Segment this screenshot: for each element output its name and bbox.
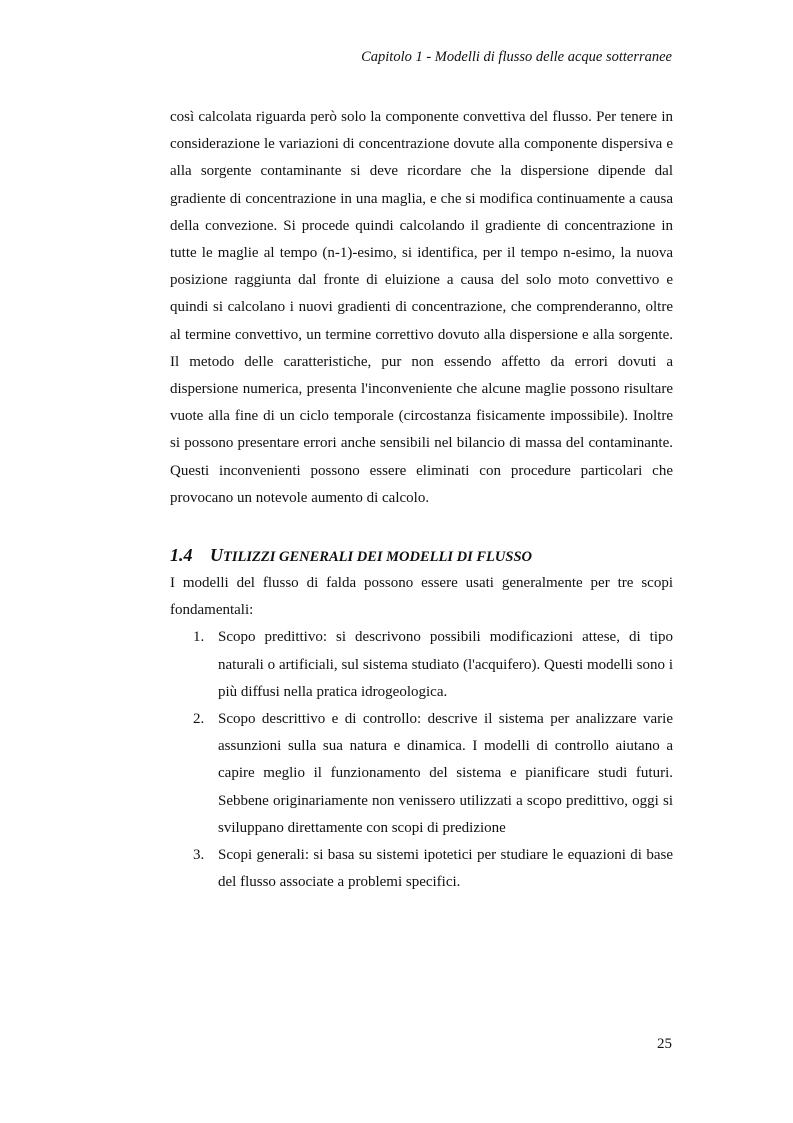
list-item-number: 2. [193, 711, 205, 728]
list-item-text: Scopi generali: si basa su sistemi ipotetici per studiare le equazioni di base del flusso associate a problemi specifici. [218, 847, 673, 891]
list-item-text: Scopo descrittivo e di controllo: descrive il sistema per analizzare varie assunzioni sulla sua natura e dinamica. I modelli di controllo aiutano a capire meglio il funzionamento del sistema e pianificare studi futuri. Sebbene originariamente non venissero utilizzati a scopo predittivo, oggi si sviluppano direttamente con scopi di predizione [218, 711, 673, 836]
list-item [170, 706, 673, 842]
list-item [170, 624, 673, 706]
section-number: 1.4 [170, 545, 193, 566]
section-title-rest: TILIZZI GENERALI DEI MODELLI DI FLUSSO [223, 549, 532, 566]
section-title-initial: U [210, 545, 223, 566]
page-number: 25 [657, 1036, 672, 1052]
section-intro: I modelli del flusso di falda possono essere usati generalmente per tre scopi fondamentali: [170, 575, 673, 619]
running-header: Capitolo 1 - Modelli di flusso delle acque sotterranee [361, 49, 672, 65]
page-body [170, 104, 673, 896]
section-heading [170, 542, 673, 570]
purpose-list [170, 624, 673, 896]
list-item-number: 1. [193, 629, 205, 646]
list-item-number: 3. [193, 847, 205, 864]
list-item-text: Scopo predittivo: si descrivono possibili modificazioni attese, di tipo naturali o artificiali, sul sistema studiato (l'acquifero). Questi modelli sono i più diffusi nella pratica idrogeologica. [218, 629, 673, 700]
list-item [170, 842, 673, 896]
body-paragraph: così calcolata riguarda però solo la componente convettiva del flusso. Per tenere in considerazione le variazioni di concentrazione dovute alla componente dispersiva e alla sorgente contaminante si deve ricordare che la dispersione dipende dal gradiente di concentrazione in una maglia, e che si modifica continuamente a causa della convezione. Si procede quindi calcolando il gradiente di concentrazione in tutte le maglie al tempo (n-1)-esimo, si identifica, per il tempo n-esimo, la nuova posizione raggiunta dal fronte di eluizione a causa del solo moto convettivo e quindi si calcolano i nuovi gradienti di concentrazione, che comprenderanno, oltre al termine convettivo, un termine correttivo dovuto alla dispersione e alla sorgente. Il metodo delle caratteristiche, pur non essendo affetto da errori dovuti a dispersione numerica, presenta l'inconveniente che alcune maglie possono risultare vuote alla fine di un ciclo temporale (circostanza fisicamente impossibile). Inoltre si possono presentare errori anche sensibili nel bilancio di massa del contaminante. Questi inconvenienti possono essere eliminati con procedure particolari che provocano un notevole aumento di calcolo. [170, 109, 673, 506]
